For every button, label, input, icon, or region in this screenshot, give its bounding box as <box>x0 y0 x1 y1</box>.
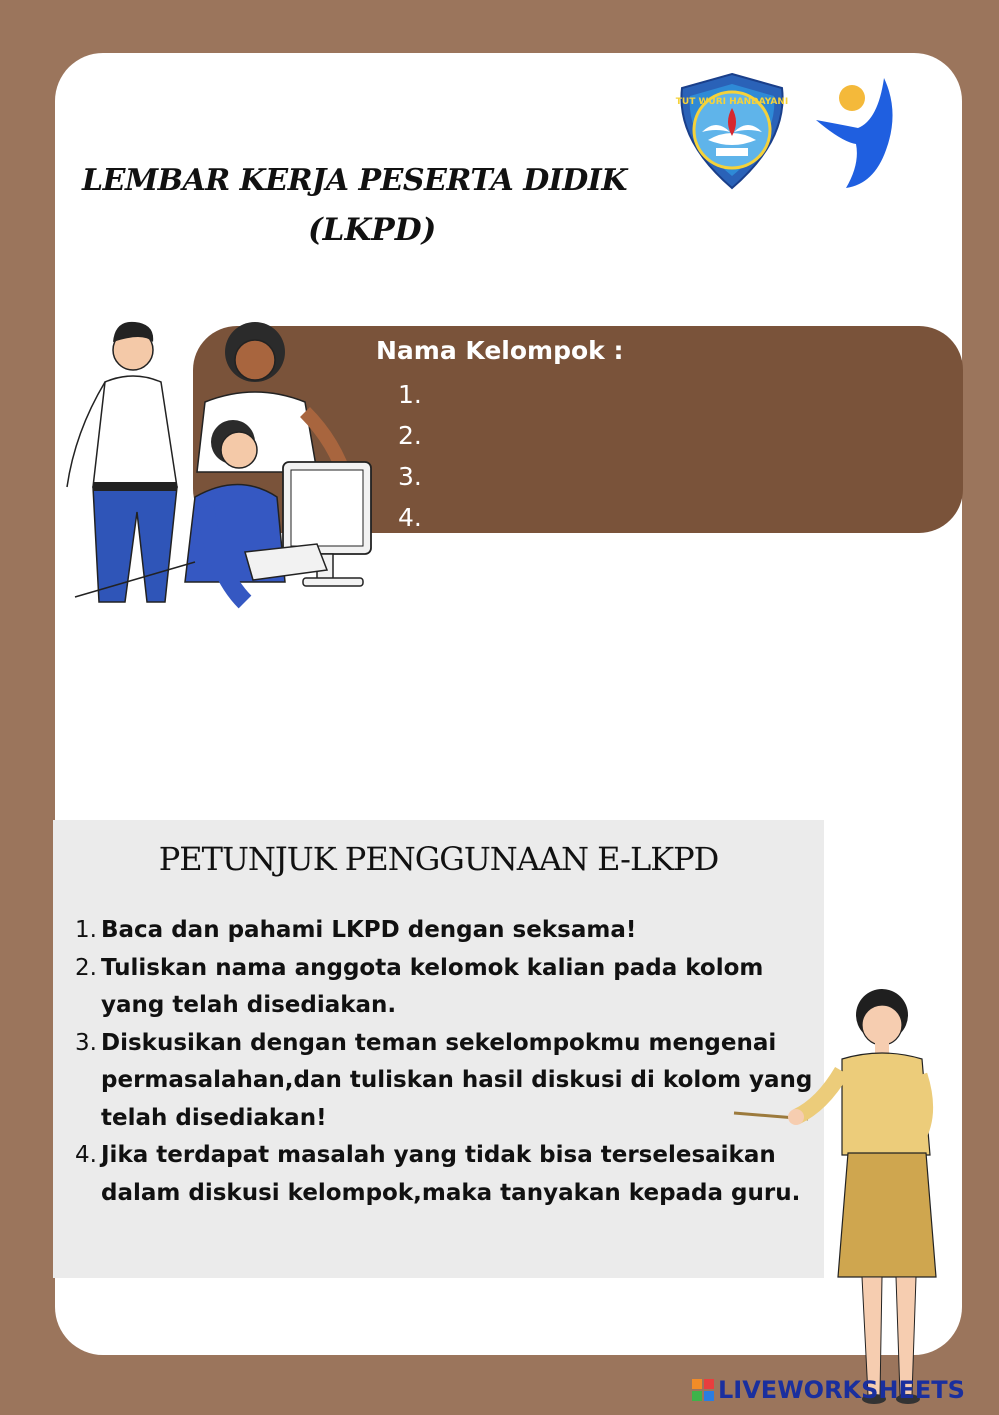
students-illustration-icon <box>55 312 385 622</box>
instruction-item <box>75 1137 815 1212</box>
instruction-number: 1. <box>75 917 97 943</box>
group-member-item[interactable]: 3. <box>398 462 422 491</box>
group-name-label: Nama Kelompok : <box>376 336 624 365</box>
tut-wuri-handayani-logo-icon <box>672 70 792 192</box>
group-member-item[interactable]: 2. <box>398 421 422 450</box>
page-subtitle: (LKPD) <box>308 212 437 248</box>
instruction-text: Baca dan pahami LKPD dengan seksama! <box>101 917 637 943</box>
instruction-item <box>75 950 815 1025</box>
instruction-text: Tuliskan nama anggota kelomok kalian pada kolom yang telah disediakan. <box>101 954 764 1018</box>
group-member-item[interactable]: 1. <box>398 380 422 409</box>
merdeka-belajar-logo-icon <box>812 72 902 192</box>
watermark-text: LIVEWORKSHEETS <box>718 1376 965 1404</box>
instructions-title: PETUNJUK PENGGUNAAN E-LKPD <box>158 840 719 878</box>
instruction-item <box>75 912 815 950</box>
instruction-text: Diskusikan dengan teman sekelompokmu mengenai permasalahan,dan tuliskan hasil diskusi di kolom yang telah disediakan! <box>101 1029 813 1131</box>
teacher-illustration-icon <box>730 985 945 1415</box>
instruction-number: 3. <box>75 1029 97 1056</box>
page-title: LEMBAR KERJA PESERTA DIDIK <box>82 163 627 198</box>
group-member-item[interactable]: 4. <box>398 503 422 532</box>
logo-seal-text: TUT WURI HANDAYANI <box>675 97 789 107</box>
instruction-text: Jika terdapat masalah yang tidak bisa terselesaikan dalam diskusi kelompok,maka tanyakan kepada guru. <box>101 1142 801 1206</box>
liveworksheets-icon <box>692 1379 714 1401</box>
group-member-list <box>398 374 422 538</box>
instructions-list <box>75 912 815 1212</box>
instruction-number: 2. <box>75 954 97 981</box>
liveworksheets-watermark[interactable] <box>692 1375 965 1405</box>
instruction-item <box>75 1025 815 1138</box>
instruction-number: 4. <box>75 1142 97 1168</box>
